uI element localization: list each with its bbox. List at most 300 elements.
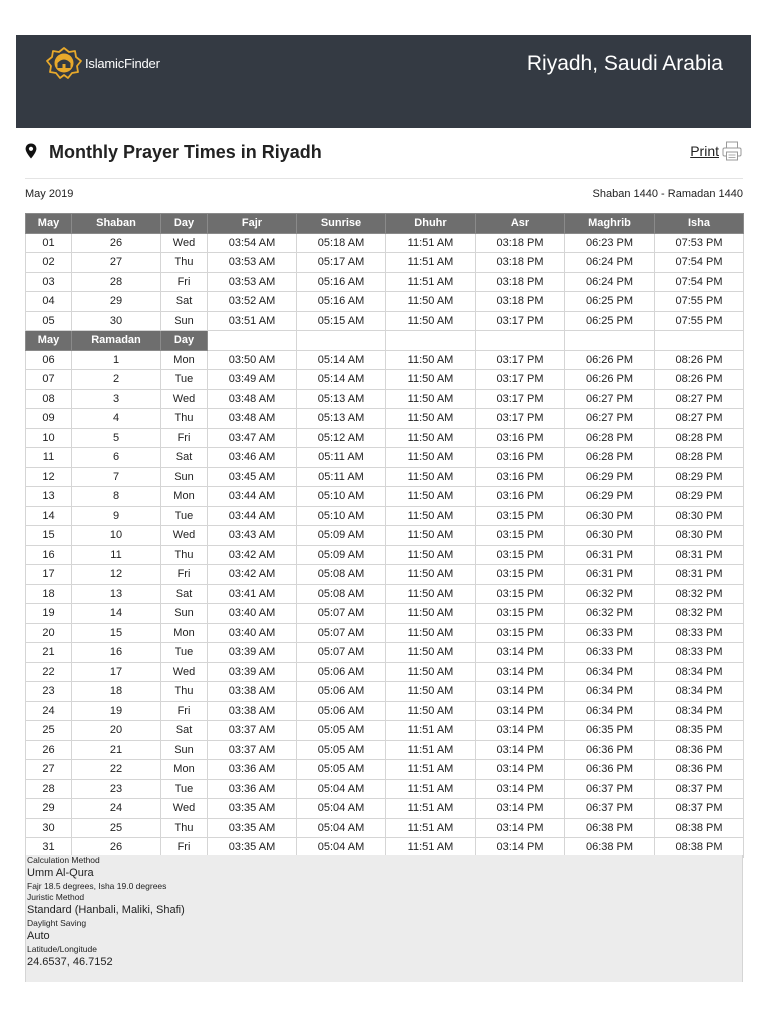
cell-weekday: Wed xyxy=(161,662,208,682)
col-header-asr: Asr xyxy=(476,214,565,234)
cell-fajr: 03:35 AM xyxy=(208,838,297,858)
cell-hijri-day: 26 xyxy=(72,233,161,253)
cell-maghrib: 06:33 PM xyxy=(565,623,655,643)
cell-sunrise: 05:09 AM xyxy=(297,526,386,546)
cell-asr: 03:14 PM xyxy=(476,662,565,682)
col-header-shaban: Shaban xyxy=(72,214,161,234)
table-row xyxy=(26,818,744,838)
table-row xyxy=(26,760,744,780)
subheader-ramadan: Ramadan xyxy=(72,331,161,351)
cell-dhuhr: 11:50 AM xyxy=(386,604,476,624)
cell-isha: 08:27 PM xyxy=(655,409,744,429)
cell-weekday: Wed xyxy=(161,233,208,253)
table-row xyxy=(26,662,744,682)
cell-sunrise: 05:16 AM xyxy=(297,292,386,312)
cell-weekday: Mon xyxy=(161,760,208,780)
cell-fajr: 03:50 AM xyxy=(208,350,297,370)
subheader-blank xyxy=(655,331,744,351)
cell-date: 14 xyxy=(26,506,72,526)
cell-hijri-day: 28 xyxy=(72,272,161,292)
cell-date: 16 xyxy=(26,545,72,565)
cell-weekday: Fri xyxy=(161,701,208,721)
cell-sunrise: 05:05 AM xyxy=(297,760,386,780)
cell-isha: 07:53 PM xyxy=(655,233,744,253)
cell-fajr: 03:45 AM xyxy=(208,467,297,487)
cell-maghrib: 06:26 PM xyxy=(565,350,655,370)
brand-logo[interactable] xyxy=(45,46,160,80)
cell-date: 30 xyxy=(26,818,72,838)
cell-maghrib: 06:28 PM xyxy=(565,448,655,468)
cell-isha: 08:31 PM xyxy=(655,565,744,585)
cell-date: 06 xyxy=(26,350,72,370)
cell-hijri-day: 19 xyxy=(72,701,161,721)
cell-weekday: Sun xyxy=(161,740,208,760)
cell-sunrise: 05:10 AM xyxy=(297,506,386,526)
cell-hijri-day: 17 xyxy=(72,662,161,682)
cell-maghrib: 06:36 PM xyxy=(565,740,655,760)
cell-dhuhr: 11:50 AM xyxy=(386,389,476,409)
table-header-row xyxy=(26,214,744,234)
cell-dhuhr: 11:50 AM xyxy=(386,467,476,487)
cell-fajr: 03:43 AM xyxy=(208,526,297,546)
cell-asr: 03:18 PM xyxy=(476,292,565,312)
cell-date: 19 xyxy=(26,604,72,624)
cell-sunrise: 05:06 AM xyxy=(297,662,386,682)
juristic-method-label: Juristic Method xyxy=(27,892,85,902)
cell-fajr: 03:46 AM xyxy=(208,448,297,468)
cell-sunrise: 05:15 AM xyxy=(297,311,386,331)
cell-fajr: 03:35 AM xyxy=(208,799,297,819)
cell-date: 03 xyxy=(26,272,72,292)
cell-sunrise: 05:08 AM xyxy=(297,565,386,585)
cell-dhuhr: 11:51 AM xyxy=(386,740,476,760)
col-header-isha: Isha xyxy=(655,214,744,234)
cell-sunrise: 05:07 AM xyxy=(297,623,386,643)
cell-dhuhr: 11:50 AM xyxy=(386,506,476,526)
cell-hijri-day: 29 xyxy=(72,292,161,312)
cell-fajr: 03:37 AM xyxy=(208,740,297,760)
table-row xyxy=(26,740,744,760)
table-row xyxy=(26,584,744,604)
cell-asr: 03:16 PM xyxy=(476,467,565,487)
cell-hijri-day: 4 xyxy=(72,409,161,429)
cell-asr: 03:14 PM xyxy=(476,818,565,838)
cell-maghrib: 06:38 PM xyxy=(565,818,655,838)
cell-fajr: 03:47 AM xyxy=(208,428,297,448)
brand-name: IslamicFinder xyxy=(85,55,160,71)
cell-isha: 08:34 PM xyxy=(655,701,744,721)
table-row xyxy=(26,545,744,565)
cell-dhuhr: 11:50 AM xyxy=(386,584,476,604)
cell-sunrise: 05:06 AM xyxy=(297,682,386,702)
cell-maghrib: 06:25 PM xyxy=(565,311,655,331)
table-row xyxy=(26,779,744,799)
cell-isha: 08:30 PM xyxy=(655,526,744,546)
cell-isha: 07:54 PM xyxy=(655,272,744,292)
subheader-blank xyxy=(208,331,297,351)
hijri-month-range: Shaban 1440 - Ramadan 1440 xyxy=(592,188,743,200)
cell-asr: 03:14 PM xyxy=(476,799,565,819)
cell-fajr: 03:53 AM xyxy=(208,253,297,273)
cell-weekday: Tue xyxy=(161,779,208,799)
col-header-maghrib: Maghrib xyxy=(565,214,655,234)
cell-dhuhr: 11:51 AM xyxy=(386,799,476,819)
cell-maghrib: 06:31 PM xyxy=(565,545,655,565)
cell-isha: 08:34 PM xyxy=(655,682,744,702)
cell-sunrise: 05:14 AM xyxy=(297,350,386,370)
subheader-blank xyxy=(386,331,476,351)
cell-asr: 03:14 PM xyxy=(476,779,565,799)
cell-weekday: Sat xyxy=(161,584,208,604)
cell-maghrib: 06:37 PM xyxy=(565,799,655,819)
table-row xyxy=(26,272,744,292)
table-row xyxy=(26,526,744,546)
cell-isha: 08:26 PM xyxy=(655,350,744,370)
cell-fajr: 03:42 AM xyxy=(208,565,297,585)
cell-dhuhr: 11:51 AM xyxy=(386,253,476,273)
cell-date: 21 xyxy=(26,643,72,663)
cell-weekday: Thu xyxy=(161,545,208,565)
table-row xyxy=(26,311,744,331)
table-row xyxy=(26,409,744,429)
cell-maghrib: 06:34 PM xyxy=(565,701,655,721)
cell-isha: 08:37 PM xyxy=(655,779,744,799)
calculation-method-label: Calculation Method xyxy=(27,855,100,865)
col-header-day: Day xyxy=(161,214,208,234)
cell-dhuhr: 11:50 AM xyxy=(386,370,476,390)
subheader-day: Day xyxy=(161,331,208,351)
cell-maghrib: 06:33 PM xyxy=(565,643,655,663)
cell-hijri-day: 7 xyxy=(72,467,161,487)
cell-asr: 03:15 PM xyxy=(476,545,565,565)
cell-asr: 03:14 PM xyxy=(476,760,565,780)
table-row xyxy=(26,253,744,273)
subheader-may: May xyxy=(26,331,72,351)
cell-date: 07 xyxy=(26,370,72,390)
cell-weekday: Sat xyxy=(161,448,208,468)
cell-sunrise: 05:11 AM xyxy=(297,467,386,487)
cell-asr: 03:14 PM xyxy=(476,721,565,741)
cell-asr: 03:16 PM xyxy=(476,487,565,507)
cell-isha: 08:33 PM xyxy=(655,643,744,663)
cell-sunrise: 05:18 AM xyxy=(297,233,386,253)
cell-asr: 03:14 PM xyxy=(476,838,565,858)
cell-asr: 03:17 PM xyxy=(476,311,565,331)
table-row xyxy=(26,467,744,487)
cell-weekday: Tue xyxy=(161,370,208,390)
cell-weekday: Sun xyxy=(161,311,208,331)
cell-isha: 08:37 PM xyxy=(655,799,744,819)
cell-isha: 08:29 PM xyxy=(655,467,744,487)
calculation-method-value: Umm Al-Qura xyxy=(27,867,94,879)
col-header-sunrise: Sunrise xyxy=(297,214,386,234)
cell-hijri-day: 14 xyxy=(72,604,161,624)
col-header-dhuhr: Dhuhr xyxy=(386,214,476,234)
print-link-label[interactable]: Print xyxy=(690,143,719,159)
cell-dhuhr: 11:50 AM xyxy=(386,623,476,643)
table-row xyxy=(26,701,744,721)
cell-sunrise: 05:16 AM xyxy=(297,272,386,292)
daylight-saving-value: Auto xyxy=(27,930,50,942)
cell-asr: 03:15 PM xyxy=(476,526,565,546)
cell-isha: 08:27 PM xyxy=(655,389,744,409)
cell-dhuhr: 11:51 AM xyxy=(386,779,476,799)
cell-dhuhr: 11:50 AM xyxy=(386,448,476,468)
cell-sunrise: 05:04 AM xyxy=(297,838,386,858)
cell-hijri-day: 11 xyxy=(72,545,161,565)
cell-weekday: Mon xyxy=(161,623,208,643)
cell-hijri-day: 1 xyxy=(72,350,161,370)
cell-dhuhr: 11:50 AM xyxy=(386,409,476,429)
cell-maghrib: 06:32 PM xyxy=(565,584,655,604)
cell-fajr: 03:52 AM xyxy=(208,292,297,312)
subheader-blank xyxy=(565,331,655,351)
cell-asr: 03:15 PM xyxy=(476,565,565,585)
cell-date: 24 xyxy=(26,701,72,721)
cell-maghrib: 06:24 PM xyxy=(565,272,655,292)
cell-asr: 03:18 PM xyxy=(476,253,565,273)
cell-dhuhr: 11:50 AM xyxy=(386,662,476,682)
cell-weekday: Mon xyxy=(161,487,208,507)
cell-maghrib: 06:25 PM xyxy=(565,292,655,312)
cell-maghrib: 06:27 PM xyxy=(565,409,655,429)
cell-maghrib: 06:30 PM xyxy=(565,526,655,546)
table-row xyxy=(26,643,744,663)
cell-date: 28 xyxy=(26,779,72,799)
cell-date: 15 xyxy=(26,526,72,546)
cell-hijri-day: 15 xyxy=(72,623,161,643)
cell-sunrise: 05:17 AM xyxy=(297,253,386,273)
table-row xyxy=(26,565,744,585)
cell-fajr: 03:36 AM xyxy=(208,760,297,780)
calculation-method-detail: Fajr 18.5 degrees, Isha 19.0 degrees xyxy=(27,881,167,891)
cell-fajr: 03:42 AM xyxy=(208,545,297,565)
cell-fajr: 03:39 AM xyxy=(208,643,297,663)
printer-icon[interactable] xyxy=(721,140,743,162)
table-row xyxy=(26,604,744,624)
cell-asr: 03:17 PM xyxy=(476,350,565,370)
cell-fajr: 03:48 AM xyxy=(208,409,297,429)
cell-fajr: 03:51 AM xyxy=(208,311,297,331)
cell-asr: 03:14 PM xyxy=(476,643,565,663)
cell-dhuhr: 11:50 AM xyxy=(386,565,476,585)
cell-hijri-day: 9 xyxy=(72,506,161,526)
cell-fajr: 03:37 AM xyxy=(208,721,297,741)
cell-maghrib: 06:23 PM xyxy=(565,233,655,253)
cell-dhuhr: 11:50 AM xyxy=(386,545,476,565)
table-row xyxy=(26,682,744,702)
cell-isha: 07:55 PM xyxy=(655,292,744,312)
cell-sunrise: 05:07 AM xyxy=(297,643,386,663)
title-divider xyxy=(25,178,743,179)
cell-weekday: Fri xyxy=(161,272,208,292)
cell-fajr: 03:40 AM xyxy=(208,623,297,643)
cell-date: 04 xyxy=(26,292,72,312)
cell-hijri-day: 30 xyxy=(72,311,161,331)
cell-asr: 03:17 PM xyxy=(476,370,565,390)
ramadan-rows xyxy=(26,350,744,857)
latlng-value: 24.6537, 46.7152 xyxy=(27,956,113,968)
cell-dhuhr: 11:50 AM xyxy=(386,350,476,370)
cell-maghrib: 06:32 PM xyxy=(565,604,655,624)
cell-maghrib: 06:27 PM xyxy=(565,389,655,409)
cell-weekday: Fri xyxy=(161,428,208,448)
cell-maghrib: 06:28 PM xyxy=(565,428,655,448)
cell-date: 05 xyxy=(26,311,72,331)
shaban-rows xyxy=(26,233,744,331)
cell-isha: 08:31 PM xyxy=(655,545,744,565)
cell-maghrib: 06:24 PM xyxy=(565,253,655,273)
cell-asr: 03:14 PM xyxy=(476,701,565,721)
cell-date: 01 xyxy=(26,233,72,253)
cell-date: 13 xyxy=(26,487,72,507)
cell-isha: 08:28 PM xyxy=(655,448,744,468)
cell-weekday: Fri xyxy=(161,838,208,858)
cell-sunrise: 05:10 AM xyxy=(297,487,386,507)
cell-date: 20 xyxy=(26,623,72,643)
subheader-blank xyxy=(476,331,565,351)
page-title: Monthly Prayer Times in Riyadh xyxy=(49,142,322,162)
cell-date: 02 xyxy=(26,253,72,273)
cell-fajr: 03:53 AM xyxy=(208,272,297,292)
cell-dhuhr: 11:50 AM xyxy=(386,701,476,721)
cell-maghrib: 06:35 PM xyxy=(565,721,655,741)
table-row xyxy=(26,350,744,370)
subheader-blank xyxy=(297,331,386,351)
cell-hijri-day: 18 xyxy=(72,682,161,702)
islamicfinder-logo-icon xyxy=(45,46,83,80)
cell-hijri-day: 27 xyxy=(72,253,161,273)
cell-hijri-day: 26 xyxy=(72,838,161,858)
cell-asr: 03:16 PM xyxy=(476,428,565,448)
cell-maghrib: 06:29 PM xyxy=(565,467,655,487)
cell-maghrib: 06:29 PM xyxy=(565,487,655,507)
cell-weekday: Thu xyxy=(161,253,208,273)
cell-asr: 03:15 PM xyxy=(476,623,565,643)
cell-hijri-day: 25 xyxy=(72,818,161,838)
title-row xyxy=(25,138,743,168)
cell-isha: 08:32 PM xyxy=(655,604,744,624)
cell-isha: 08:36 PM xyxy=(655,760,744,780)
cell-fajr: 03:54 AM xyxy=(208,233,297,253)
cell-maghrib: 06:34 PM xyxy=(565,662,655,682)
cell-sunrise: 05:09 AM xyxy=(297,545,386,565)
cell-sunrise: 05:13 AM xyxy=(297,389,386,409)
col-header-fajr: Fajr xyxy=(208,214,297,234)
cell-date: 25 xyxy=(26,721,72,741)
cell-isha: 08:35 PM xyxy=(655,721,744,741)
cell-date: 27 xyxy=(26,760,72,780)
table-row xyxy=(26,721,744,741)
cell-date: 08 xyxy=(26,389,72,409)
cell-fajr: 03:38 AM xyxy=(208,701,297,721)
cell-fajr: 03:39 AM xyxy=(208,662,297,682)
cell-hijri-day: 2 xyxy=(72,370,161,390)
cell-asr: 03:16 PM xyxy=(476,448,565,468)
cell-weekday: Sat xyxy=(161,292,208,312)
settings-panel xyxy=(25,855,743,982)
cell-isha: 08:26 PM xyxy=(655,370,744,390)
cell-maghrib: 06:31 PM xyxy=(565,565,655,585)
cell-date: 17 xyxy=(26,565,72,585)
cell-weekday: Tue xyxy=(161,506,208,526)
cell-hijri-day: 3 xyxy=(72,389,161,409)
cell-isha: 08:38 PM xyxy=(655,838,744,858)
cell-sunrise: 05:04 AM xyxy=(297,779,386,799)
cell-fajr: 03:44 AM xyxy=(208,487,297,507)
cell-fajr: 03:49 AM xyxy=(208,370,297,390)
cell-fajr: 03:48 AM xyxy=(208,389,297,409)
cell-dhuhr: 11:50 AM xyxy=(386,526,476,546)
cell-dhuhr: 11:50 AM xyxy=(386,487,476,507)
cell-dhuhr: 11:50 AM xyxy=(386,643,476,663)
cell-asr: 03:17 PM xyxy=(476,409,565,429)
cell-isha: 08:32 PM xyxy=(655,584,744,604)
cell-asr: 03:14 PM xyxy=(476,740,565,760)
print-button[interactable] xyxy=(690,140,743,162)
cell-isha: 08:28 PM xyxy=(655,428,744,448)
cell-dhuhr: 11:51 AM xyxy=(386,818,476,838)
header-city: Riyadh, Saudi Arabia xyxy=(526,52,723,75)
cell-date: 12 xyxy=(26,467,72,487)
cell-sunrise: 05:12 AM xyxy=(297,428,386,448)
cell-asr: 03:17 PM xyxy=(476,389,565,409)
cell-date: 29 xyxy=(26,799,72,819)
cell-hijri-day: 5 xyxy=(72,428,161,448)
daylight-saving-label: Daylight Saving xyxy=(27,918,87,928)
cell-date: 26 xyxy=(26,740,72,760)
cell-sunrise: 05:14 AM xyxy=(297,370,386,390)
cell-sunrise: 05:11 AM xyxy=(297,448,386,468)
cell-hijri-day: 23 xyxy=(72,779,161,799)
cell-isha: 08:29 PM xyxy=(655,487,744,507)
cell-date: 10 xyxy=(26,428,72,448)
cell-date: 09 xyxy=(26,409,72,429)
cell-isha: 07:55 PM xyxy=(655,311,744,331)
cell-dhuhr: 11:51 AM xyxy=(386,272,476,292)
table-row xyxy=(26,506,744,526)
cell-sunrise: 05:04 AM xyxy=(297,799,386,819)
cell-fajr: 03:40 AM xyxy=(208,604,297,624)
cell-hijri-day: 21 xyxy=(72,740,161,760)
cell-fajr: 03:41 AM xyxy=(208,584,297,604)
table-row xyxy=(26,370,744,390)
cell-date: 18 xyxy=(26,584,72,604)
cell-weekday: Sun xyxy=(161,467,208,487)
cell-weekday: Sun xyxy=(161,604,208,624)
cell-asr: 03:15 PM xyxy=(476,506,565,526)
cell-date: 31 xyxy=(26,838,72,858)
cell-weekday: Thu xyxy=(161,682,208,702)
latlng-label: Latitude/Longitude xyxy=(27,944,97,954)
table-row xyxy=(26,389,744,409)
cell-asr: 03:18 PM xyxy=(476,272,565,292)
cell-isha: 08:34 PM xyxy=(655,662,744,682)
cell-sunrise: 05:05 AM xyxy=(297,740,386,760)
cell-hijri-day: 24 xyxy=(72,799,161,819)
col-header-may: May xyxy=(26,214,72,234)
cell-weekday: Sat xyxy=(161,721,208,741)
prayer-times-table xyxy=(25,213,744,858)
cell-dhuhr: 11:51 AM xyxy=(386,233,476,253)
cell-sunrise: 05:05 AM xyxy=(297,721,386,741)
cell-hijri-day: 8 xyxy=(72,487,161,507)
cell-maghrib: 06:37 PM xyxy=(565,779,655,799)
cell-dhuhr: 11:50 AM xyxy=(386,311,476,331)
cell-fajr: 03:38 AM xyxy=(208,682,297,702)
cell-weekday: Tue xyxy=(161,643,208,663)
cell-hijri-day: 12 xyxy=(72,565,161,585)
